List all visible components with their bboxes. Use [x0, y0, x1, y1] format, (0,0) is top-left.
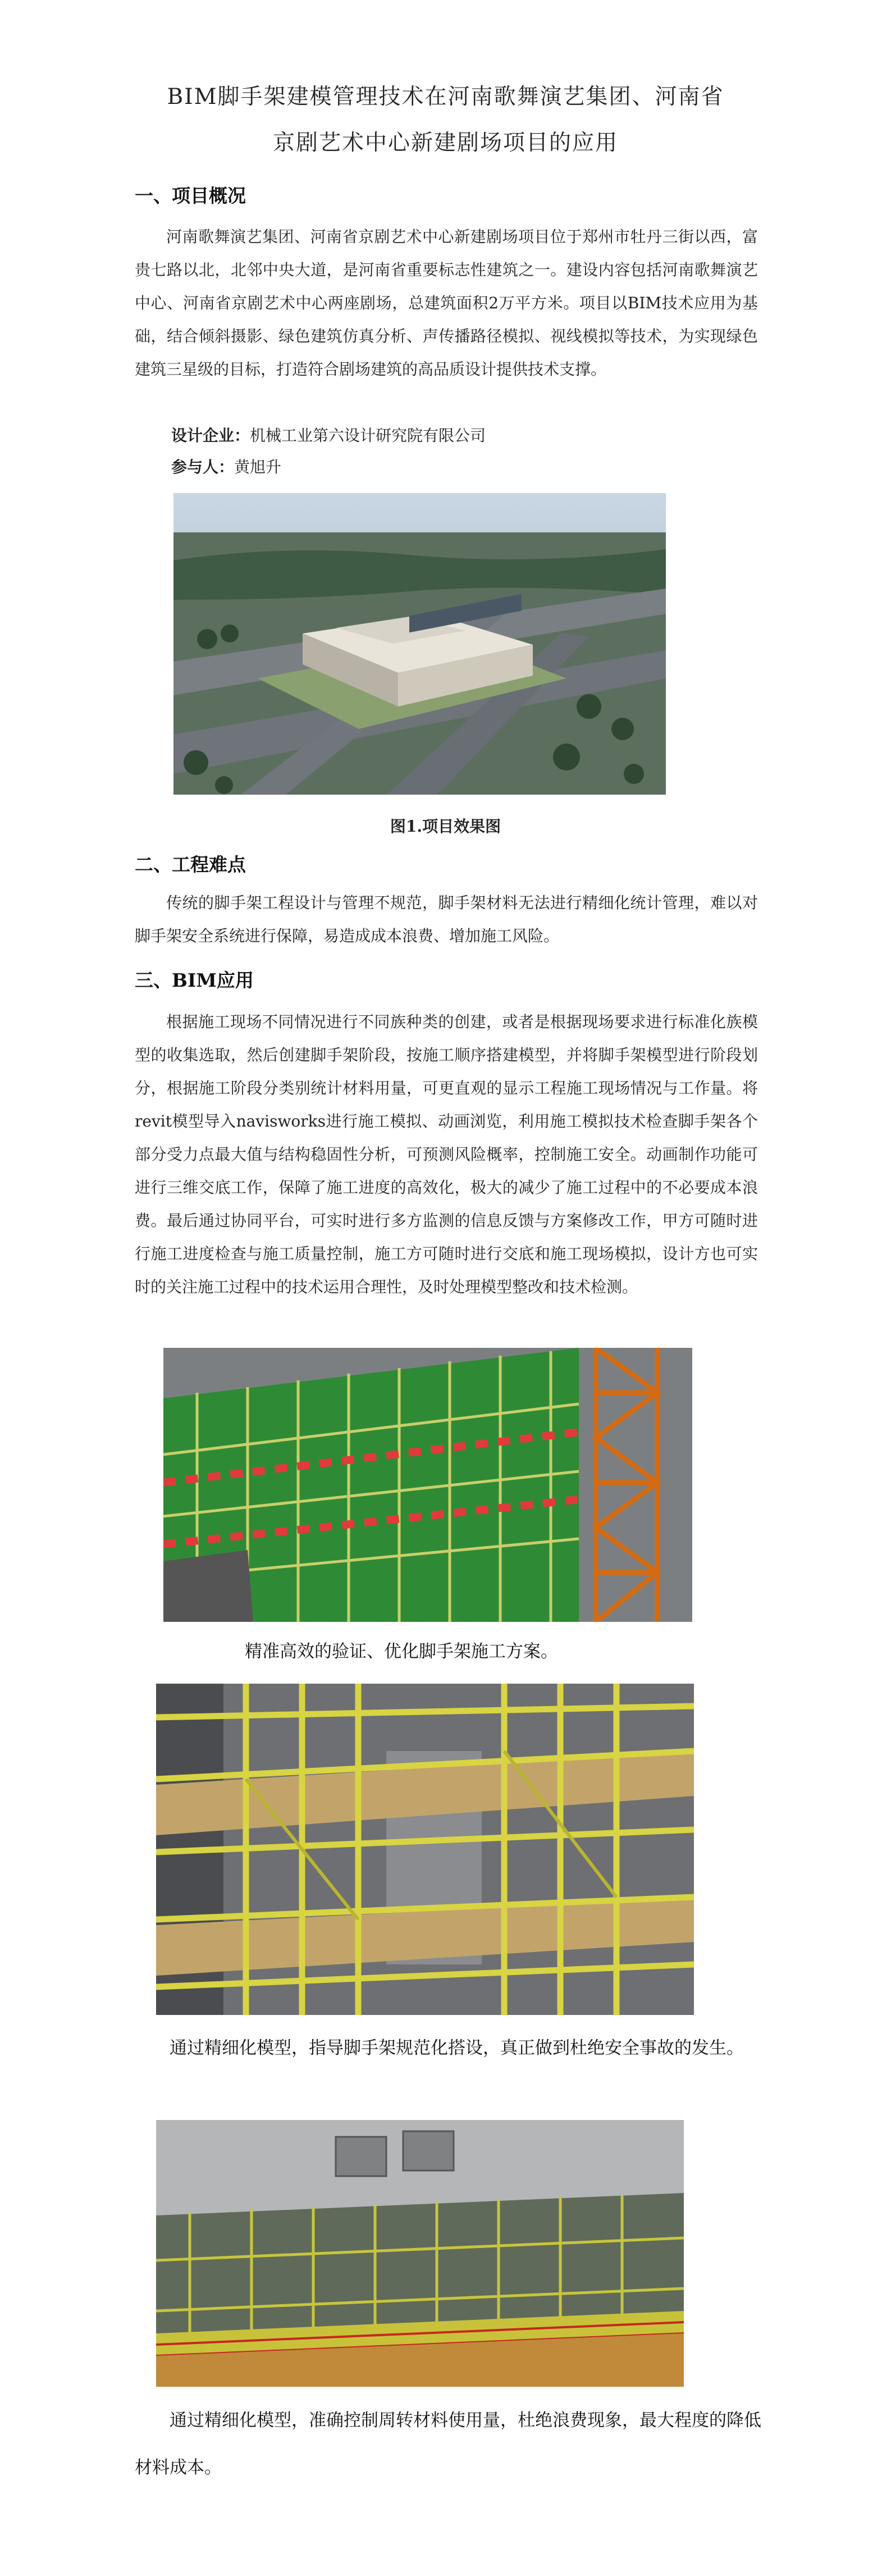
scaffold-green-net-image — [163, 1348, 692, 1622]
participant-value: 黄旭升 — [234, 458, 282, 476]
caption-standardized-erection: 通过精细化模型，指导脚手架规范化搭设，真正做到杜绝安全事故的发生。 — [170, 2038, 744, 2058]
design-company — [171, 423, 486, 446]
section-heading-difficulties: 二、工程难点 — [135, 854, 246, 876]
section-heading-bim-application: 三、BIM应用 — [135, 969, 254, 991]
bim-application-paragraph: 根据施工现场不同情况进行不同族种类的创建，或者是根据现场要求进行标准化族模型的收集选取，然后创建脚手架阶段，按施工顺序搭建模型，并将脚手架模型进行阶段划分，根据施工阶段分类别统计材料用量，可更直观的显示工程施工现场情况与工作量。将revit模型导入navisworks进行施工模拟、动画浏览，利用施工模拟技术检查脚手架各个部分受力点最大值与结构稳固性分析，可预测风险概率，控制施工安全。动画制作功能可进行三维交底工作，保障了施工进度的高效化，极大的减少了施工过程中的不必要成本浪费。最后通过协同平台，可实时进行多方监测的信息反馈与方案修改工作，甲方可随时进行施工进度检查与施工质量控制，施工方可随时进行交底和施工现场模拟，设计方也可实时的关注施工过程中的技术运用合理性，及时处理模型整改和技术检测。 — [135, 1013, 758, 1296]
document-title-line-1: BIM脚手架建模管理技术在河南歌舞演艺集团、河南省 — [167, 84, 724, 110]
figure-1-caption: 图1.项目效果图 — [390, 817, 501, 836]
caption-material-control: 通过精细化模型，准确控制周转材料使用量，杜绝浪费现象，最大程度的降低材料成本。 — [135, 2410, 761, 2478]
participant — [171, 455, 281, 477]
section-heading-overview: 一、项目概况 — [135, 185, 246, 207]
design-company-value: 机械工业第六设计研究院有限公司 — [250, 426, 486, 445]
design-company-label: 设计企业： — [171, 426, 250, 445]
scaffold-perimeter-model-image — [156, 2120, 684, 2387]
overview-paragraph: 河南歌舞演艺集团、河南省京剧艺术中心新建剧场项目位于郑州市牡丹三街以西，富贵七路以北，北邻中央大道，是河南省重要标志性建筑之一。建设内容包括河南歌舞演艺中心、河南省京剧艺术中心两座剧场，总建筑面积2万平方米。项目以BIM技术应用为基础，结合倾斜摄影、绿色建筑仿真分析、声传播路径模拟、视线模拟等技术，为实现绿色建筑三星级的目标，打造符合剧场建筑的高品质设计提供技术支撑。 — [135, 227, 758, 379]
project-rendering-image — [173, 493, 666, 795]
caption-scaffold-verification: 精准高效的验证、优化脚手架施工方案。 — [245, 1642, 558, 1662]
difficulties-paragraph: 传统的脚手架工程设计与管理不规范，脚手架材料无法进行精细化统计管理，难以对脚手架安全系统进行保障，易造成成本浪费、增加施工风险。 — [135, 893, 758, 945]
scaffold-yellow-tubes-image — [156, 1684, 694, 2015]
participant-label: 参与人： — [171, 458, 235, 476]
document-title-line-2: 京剧艺术中心新建剧场项目的应用 — [272, 130, 618, 156]
